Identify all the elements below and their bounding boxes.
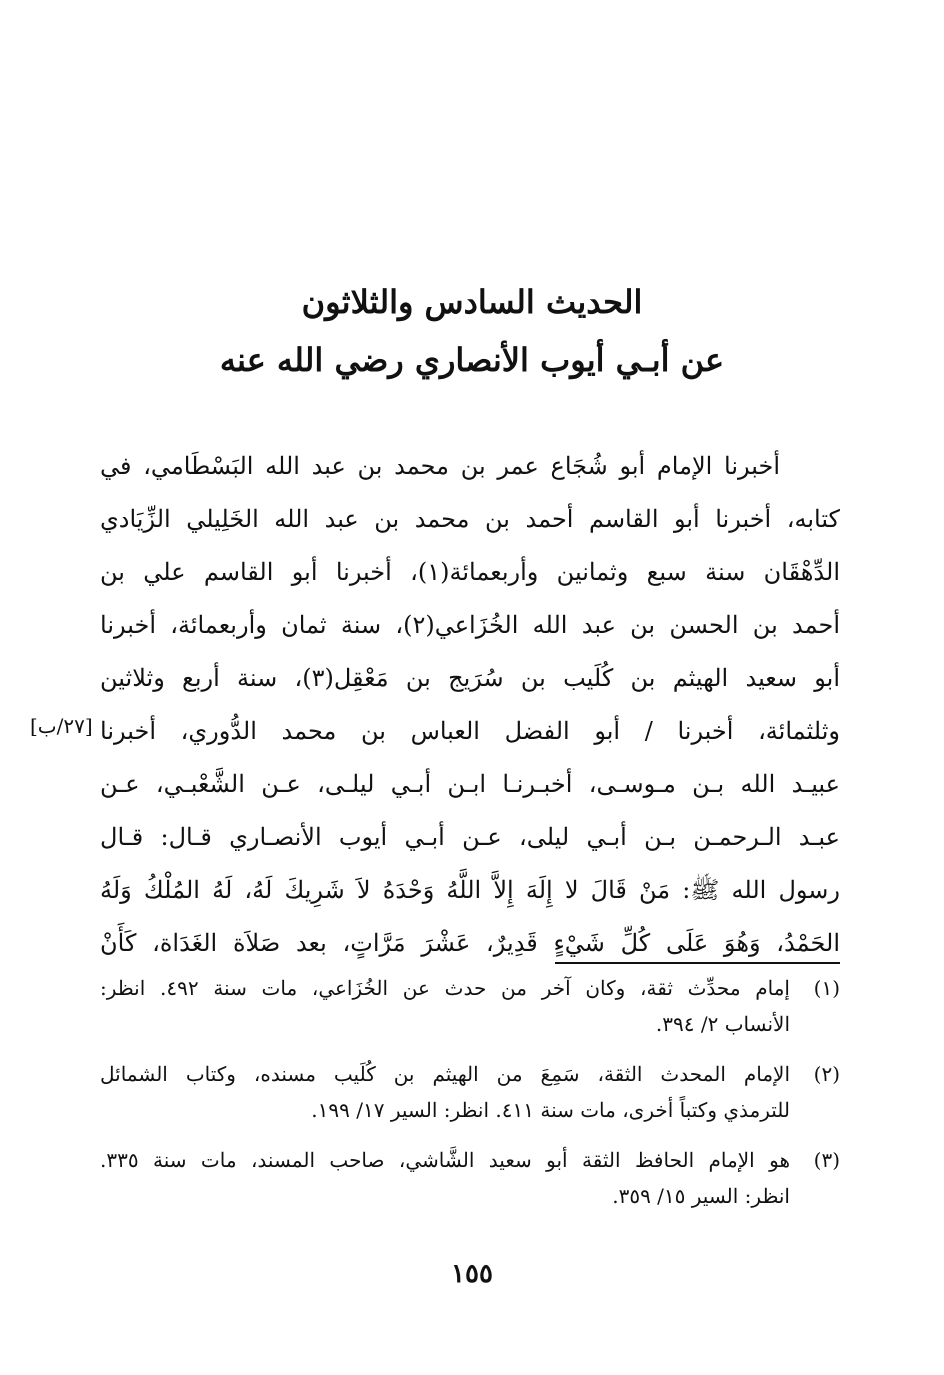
footnote <box>100 1056 840 1128</box>
footnote-line: هو الإمام الحافظ الثقة أبو سعيد الشَّاشي، صاحب المسند، مات سنة ٣٣٥. <box>100 1148 790 1172</box>
footnote <box>100 1142 840 1214</box>
hadith-text <box>100 440 840 970</box>
text-line: عبيـد الله بـن مـوسـى، أخبـرنـا ابـن أبـي ليلـى، عـن الشَّعْبـي، عـن <box>100 770 840 798</box>
text-line: الدِّهْقَان سنة سبع وثمانين وأربعمائة(١)، أخبرنا أبو القاسم علي بن <box>100 558 840 586</box>
text-line: أحمد بن الحسن بن عبد الله الخُزَاعي(٢)، سنة ثمان وأربعمائة، أخبرنا <box>100 611 840 639</box>
manuscript-folio-marker: [٢٧/ب] <box>30 714 93 738</box>
footnote-line: الأنساب ٢/ ٣٩٤. <box>655 1012 790 1036</box>
footnote-number: (٣) <box>813 1148 840 1172</box>
footnote-number: (١) <box>813 976 840 1000</box>
text-line: عبـد الـرحمـن بـن أبـي ليلى، عـن أبـي أيوب الأنصـاري قـال: قـال <box>100 823 840 851</box>
text-line: رسول الله ﷺ: مَنْ قَالَ لا إِلَهَ إِلاَّ اللَّهُ وَحْدَهُ لاَ شَرِيكَ لَهُ، لَهُ المُلْكُ وَلَهُ <box>100 876 840 904</box>
footnote-number: (٢) <box>813 1062 840 1086</box>
text-line: وثلثمائة، أخبرنا / أبو الفضل العباس بن محمد الدُّوري، أخبرنا <box>100 717 840 745</box>
footnote-divider <box>555 962 840 964</box>
text-line: الحَمْدُ، وَهُوَ عَلَى كُلِّ شَيْءٍ قَدِيرٌ، عَشْرَ مَرَّاتٍ، بعد صَلاَة الغَدَاة، كَأَنْ <box>100 929 840 957</box>
text-line: أخبرنا الإمام أبو شُجَاع عمر بن محمد بن عبد الله البَسْطَامي، في <box>100 452 780 480</box>
footnote-line: الإمام المحدث الثقة، سَمِعَ من الهيثم بن كُلَيب مسنده، وكتاب الشمائل <box>100 1062 790 1086</box>
hadith-subtitle: عن أبـي أيوب الأنصاري رضي الله عنه <box>219 341 725 379</box>
footnote-line: إمام محدِّث ثقة، وكان آخر من حدث عن الخُزَاعي، مات سنة ٤٩٢. انظر: <box>100 976 790 1000</box>
footnote-body <box>100 1056 790 1128</box>
text-line: أبو سعيد الهيثم بن كُلَيب بن سُرَيج بن مَعْقِل(٣)، سنة أربع وثلاثين <box>100 664 841 692</box>
footnote-line: للترمذي وكتباً أخرى، مات سنة ٤١١. انظر: السير ١٧/ ١٩٩. <box>311 1098 790 1122</box>
footnote-line: انظر: السير ١٥/ ٣٥٩. <box>612 1184 790 1208</box>
hadith-title: الحديث السادس والثلاثون <box>301 283 643 321</box>
footnote-body <box>100 1142 790 1214</box>
footnotes <box>100 970 840 1228</box>
footnote <box>100 970 840 1042</box>
text-line: كتابه، أخبرنا أبو القاسم أحمد بن محمد بن عبد الله الخَلِيلي الزِّيَادي <box>100 505 840 533</box>
page-number: ١٥٥ <box>451 1259 493 1289</box>
footnote-body <box>100 970 790 1042</box>
